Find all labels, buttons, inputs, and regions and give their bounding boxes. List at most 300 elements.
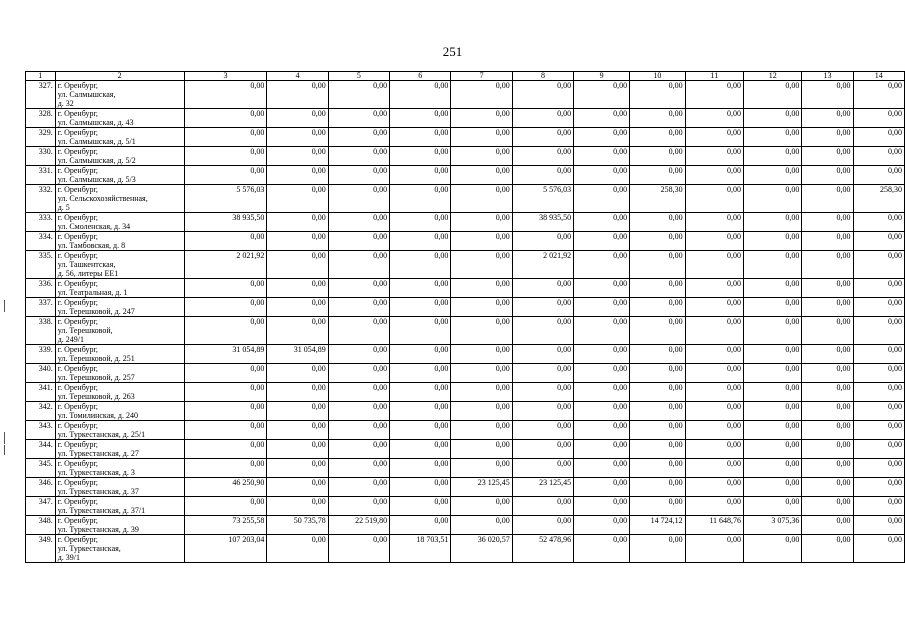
value-cell: 0,00: [802, 279, 853, 298]
value-cell: 0,00: [630, 535, 686, 563]
table-row: [26, 317, 905, 345]
row-number: 341.: [26, 383, 56, 402]
table-row: [26, 402, 905, 421]
value-cell: 0,00: [802, 147, 853, 166]
value-cell: 0,00: [267, 128, 328, 147]
value-cell: 0,00: [685, 383, 743, 402]
value-cell: 0,00: [451, 516, 512, 535]
value-cell: 0,00: [802, 383, 853, 402]
value-cell: 5 576,03: [184, 185, 267, 213]
value-cell: 0,00: [574, 317, 630, 345]
value-cell: 0,00: [744, 81, 802, 109]
value-cell: 0,00: [802, 185, 853, 213]
value-cell: 0,00: [802, 251, 853, 279]
value-cell: 3 075,36: [744, 516, 802, 535]
table-row: [26, 459, 905, 478]
value-cell: 0,00: [451, 317, 512, 345]
value-cell: 0,00: [685, 232, 743, 251]
value-cell: 0,00: [574, 232, 630, 251]
address-cell: г. Оренбург, ул. Ташкентская, д. 56, литеры ЕЕ1: [55, 251, 184, 279]
value-cell: 0,00: [744, 535, 802, 563]
value-cell: 258,30: [630, 185, 686, 213]
table-row: [26, 383, 905, 402]
value-cell: 0,00: [451, 251, 512, 279]
value-cell: 0,00: [685, 497, 743, 516]
value-cell: 0,00: [184, 147, 267, 166]
value-cell: 0,00: [267, 251, 328, 279]
value-cell: 0,00: [184, 383, 267, 402]
value-cell: 0,00: [574, 251, 630, 279]
value-cell: 0,00: [512, 317, 573, 345]
value-cell: 0,00: [267, 109, 328, 128]
value-cell: 0,00: [390, 166, 451, 185]
address-cell: г. Оренбург, ул. Туркестанская, д. 37/1: [55, 497, 184, 516]
value-cell: 50 735,78: [267, 516, 328, 535]
row-number: 328.: [26, 109, 56, 128]
value-cell: 0,00: [574, 421, 630, 440]
value-cell: 0,00: [853, 147, 904, 166]
address-cell: г. Оренбург, ул. Туркестанская, д. 27: [55, 440, 184, 459]
address-cell: г. Оренбург, ул. Туркестанская, д. 37: [55, 478, 184, 497]
address-cell: г. Оренбург, ул. Театральная, д. 1: [55, 279, 184, 298]
value-cell: 0,00: [267, 478, 328, 497]
address-cell: г. Оренбург, ул. Терешковой, д. 249/1: [55, 317, 184, 345]
value-cell: 0,00: [802, 402, 853, 421]
value-cell: 0,00: [451, 402, 512, 421]
value-cell: 38 935,50: [184, 213, 267, 232]
value-cell: 0,00: [451, 185, 512, 213]
address-cell: г. Оренбург, ул. Сельскохозяйственная, д. 5: [55, 185, 184, 213]
value-cell: 2 021,92: [184, 251, 267, 279]
value-cell: 0,00: [328, 478, 389, 497]
value-cell: 0,00: [574, 402, 630, 421]
value-cell: 52 478,96: [512, 535, 573, 563]
value-cell: 0,00: [630, 166, 686, 185]
address-cell: г. Оренбург, ул. Салмышская, д. 43: [55, 109, 184, 128]
value-cell: 23 125,45: [512, 478, 573, 497]
table-row: [26, 213, 905, 232]
value-cell: 0,00: [267, 497, 328, 516]
row-number: 329.: [26, 128, 56, 147]
address-cell: г. Оренбург, ул. Смоленская, д. 34: [55, 213, 184, 232]
value-cell: 0,00: [184, 440, 267, 459]
value-cell: 0,00: [184, 232, 267, 251]
value-cell: 0,00: [630, 497, 686, 516]
table-row: [26, 279, 905, 298]
value-cell: 0,00: [630, 478, 686, 497]
address-cell: г. Оренбург, ул. Салмышская, д. 5/2: [55, 147, 184, 166]
value-cell: 0,00: [630, 298, 686, 317]
value-cell: 0,00: [390, 364, 451, 383]
value-cell: 0,00: [328, 402, 389, 421]
value-cell: 0,00: [451, 109, 512, 128]
address-cell: г. Оренбург, ул. Терешковой, д. 251: [55, 345, 184, 364]
value-cell: 0,00: [574, 147, 630, 166]
value-cell: 0,00: [512, 166, 573, 185]
value-cell: 0,00: [390, 251, 451, 279]
value-cell: 0,00: [853, 516, 904, 535]
value-cell: 0,00: [267, 298, 328, 317]
address-cell: г. Оренбург, ул. Салмышская, д. 5/1: [55, 128, 184, 147]
value-cell: 0,00: [390, 478, 451, 497]
value-cell: 0,00: [853, 298, 904, 317]
value-cell: 0,00: [685, 213, 743, 232]
value-cell: 0,00: [512, 440, 573, 459]
address-cell: г. Оренбург, ул. Терешковой, д. 257: [55, 364, 184, 383]
value-cell: 0,00: [853, 383, 904, 402]
value-cell: 0,00: [574, 345, 630, 364]
row-number: 345.: [26, 459, 56, 478]
value-cell: 0,00: [630, 232, 686, 251]
value-cell: 0,00: [267, 402, 328, 421]
value-cell: 0,00: [574, 213, 630, 232]
value-cell: 0,00: [685, 478, 743, 497]
value-cell: 0,00: [328, 421, 389, 440]
value-cell: 0,00: [685, 421, 743, 440]
margin-mark: [4, 432, 5, 444]
value-cell: 0,00: [267, 364, 328, 383]
value-cell: 0,00: [853, 459, 904, 478]
table-row: [26, 81, 905, 109]
value-cell: 0,00: [802, 440, 853, 459]
value-cell: 0,00: [267, 383, 328, 402]
value-cell: 46 250,90: [184, 478, 267, 497]
row-number: 334.: [26, 232, 56, 251]
value-cell: 0,00: [574, 298, 630, 317]
value-cell: 0,00: [512, 459, 573, 478]
value-cell: 0,00: [328, 185, 389, 213]
value-cell: 0,00: [802, 364, 853, 383]
value-cell: 0,00: [184, 279, 267, 298]
value-cell: 0,00: [328, 279, 389, 298]
value-cell: 0,00: [574, 166, 630, 185]
value-cell: 0,00: [853, 317, 904, 345]
value-cell: 11 648,76: [685, 516, 743, 535]
column-header: 2: [55, 72, 184, 81]
value-cell: 0,00: [512, 364, 573, 383]
value-cell: 0,00: [390, 185, 451, 213]
table-row: [26, 421, 905, 440]
row-number: 343.: [26, 421, 56, 440]
value-cell: 0,00: [744, 317, 802, 345]
table-row: [26, 516, 905, 535]
column-header: 11: [685, 72, 743, 81]
value-cell: 0,00: [390, 147, 451, 166]
value-cell: 0,00: [451, 497, 512, 516]
value-cell: 0,00: [184, 364, 267, 383]
value-cell: 0,00: [328, 459, 389, 478]
row-number: 346.: [26, 478, 56, 497]
value-cell: 0,00: [512, 402, 573, 421]
value-cell: 0,00: [512, 81, 573, 109]
column-header: 13: [802, 72, 853, 81]
value-cell: 0,00: [574, 459, 630, 478]
value-cell: 0,00: [685, 298, 743, 317]
value-cell: 0,00: [512, 345, 573, 364]
value-cell: 0,00: [685, 109, 743, 128]
value-cell: 0,00: [685, 459, 743, 478]
value-cell: 0,00: [512, 421, 573, 440]
value-cell: 0,00: [267, 213, 328, 232]
value-cell: 0,00: [390, 109, 451, 128]
value-cell: 0,00: [744, 383, 802, 402]
value-cell: 0,00: [328, 383, 389, 402]
data-table: [25, 71, 905, 563]
value-cell: 0,00: [853, 213, 904, 232]
column-header: 10: [630, 72, 686, 81]
value-cell: 0,00: [744, 251, 802, 279]
value-cell: 0,00: [390, 81, 451, 109]
value-cell: 0,00: [451, 232, 512, 251]
value-cell: 0,00: [685, 185, 743, 213]
value-cell: 0,00: [184, 317, 267, 345]
address-cell: г. Оренбург, ул. Томилинская, д. 240: [55, 402, 184, 421]
value-cell: 0,00: [512, 497, 573, 516]
value-cell: 0,00: [512, 128, 573, 147]
value-cell: 0,00: [744, 279, 802, 298]
value-cell: 0,00: [512, 147, 573, 166]
value-cell: 31 054,89: [267, 345, 328, 364]
value-cell: 0,00: [184, 166, 267, 185]
value-cell: 0,00: [853, 364, 904, 383]
margin-mark: [4, 300, 5, 312]
row-number: 348.: [26, 516, 56, 535]
row-number: 333.: [26, 213, 56, 232]
value-cell: 0,00: [184, 459, 267, 478]
value-cell: 0,00: [685, 251, 743, 279]
value-cell: 0,00: [574, 279, 630, 298]
value-cell: 0,00: [512, 516, 573, 535]
value-cell: 0,00: [267, 232, 328, 251]
value-cell: 0,00: [744, 232, 802, 251]
value-cell: 0,00: [744, 109, 802, 128]
value-cell: 0,00: [630, 440, 686, 459]
value-cell: 0,00: [184, 81, 267, 109]
value-cell: 0,00: [184, 402, 267, 421]
value-cell: 0,00: [267, 166, 328, 185]
value-cell: 0,00: [267, 317, 328, 345]
value-cell: 0,00: [744, 497, 802, 516]
value-cell: 0,00: [184, 421, 267, 440]
value-cell: 0,00: [630, 383, 686, 402]
value-cell: 0,00: [328, 440, 389, 459]
row-number: 331.: [26, 166, 56, 185]
value-cell: 0,00: [451, 166, 512, 185]
value-cell: 0,00: [630, 109, 686, 128]
value-cell: 0,00: [685, 345, 743, 364]
address-cell: г. Оренбург, ул. Терешковой, д. 263: [55, 383, 184, 402]
value-cell: 0,00: [802, 478, 853, 497]
value-cell: 0,00: [451, 128, 512, 147]
value-cell: 0,00: [744, 185, 802, 213]
value-cell: 0,00: [451, 440, 512, 459]
value-cell: 0,00: [802, 109, 853, 128]
value-cell: 0,00: [390, 279, 451, 298]
value-cell: 0,00: [512, 298, 573, 317]
value-cell: 0,00: [744, 478, 802, 497]
column-header: 12: [744, 72, 802, 81]
row-number: 335.: [26, 251, 56, 279]
value-cell: 0,00: [328, 109, 389, 128]
value-cell: 0,00: [451, 383, 512, 402]
address-cell: г. Оренбург, ул. Туркестанская, д. 3: [55, 459, 184, 478]
value-cell: 0,00: [685, 166, 743, 185]
column-header: 14: [853, 72, 904, 81]
value-cell: 0,00: [390, 402, 451, 421]
value-cell: 0,00: [802, 535, 853, 563]
value-cell: 0,00: [630, 128, 686, 147]
value-cell: 0,00: [685, 81, 743, 109]
value-cell: 0,00: [853, 128, 904, 147]
value-cell: 73 255,58: [184, 516, 267, 535]
value-cell: 0,00: [744, 213, 802, 232]
value-cell: 0,00: [512, 109, 573, 128]
value-cell: 0,00: [685, 317, 743, 345]
value-cell: 0,00: [802, 166, 853, 185]
row-number: 337.: [26, 298, 56, 317]
value-cell: 0,00: [328, 166, 389, 185]
value-cell: 0,00: [328, 535, 389, 563]
value-cell: 0,00: [744, 364, 802, 383]
column-header: 7: [451, 72, 512, 81]
column-header: 5: [328, 72, 389, 81]
value-cell: 0,00: [685, 364, 743, 383]
value-cell: 0,00: [390, 232, 451, 251]
table-row: [26, 251, 905, 279]
value-cell: 0,00: [574, 497, 630, 516]
value-cell: 0,00: [853, 402, 904, 421]
value-cell: 0,00: [685, 440, 743, 459]
table-row: [26, 535, 905, 563]
value-cell: 0,00: [390, 298, 451, 317]
value-cell: 0,00: [328, 364, 389, 383]
table-row: [26, 185, 905, 213]
table-row: [26, 497, 905, 516]
value-cell: 0,00: [802, 317, 853, 345]
page-number: 251: [442, 44, 463, 59]
value-cell: 0,00: [574, 383, 630, 402]
value-cell: 0,00: [184, 128, 267, 147]
value-cell: 22 519,80: [328, 516, 389, 535]
value-cell: 0,00: [328, 345, 389, 364]
margin-mark: [4, 445, 5, 455]
value-cell: 0,00: [267, 459, 328, 478]
value-cell: 0,00: [512, 279, 573, 298]
value-cell: 0,00: [630, 345, 686, 364]
value-cell: 0,00: [802, 497, 853, 516]
value-cell: 0,00: [853, 109, 904, 128]
value-cell: 0,00: [802, 516, 853, 535]
address-cell: г. Оренбург, ул. Салмышская, д. 5/3: [55, 166, 184, 185]
value-cell: 0,00: [390, 516, 451, 535]
row-number: 340.: [26, 364, 56, 383]
value-cell: 0,00: [630, 317, 686, 345]
value-cell: 0,00: [328, 251, 389, 279]
column-header: 6: [390, 72, 451, 81]
value-cell: 0,00: [512, 232, 573, 251]
value-cell: 0,00: [574, 516, 630, 535]
value-cell: 0,00: [853, 345, 904, 364]
value-cell: 0,00: [390, 128, 451, 147]
value-cell: 0,00: [328, 317, 389, 345]
row-number: 338.: [26, 317, 56, 345]
value-cell: 0,00: [451, 459, 512, 478]
value-cell: 0,00: [630, 421, 686, 440]
value-cell: 0,00: [802, 459, 853, 478]
value-cell: 0,00: [853, 440, 904, 459]
value-cell: 0,00: [744, 459, 802, 478]
value-cell: 0,00: [451, 147, 512, 166]
address-cell: г. Оренбург, ул. Туркестанская, д. 25/1: [55, 421, 184, 440]
value-cell: 0,00: [574, 364, 630, 383]
value-cell: 18 703,51: [390, 535, 451, 563]
value-cell: 0,00: [451, 81, 512, 109]
address-cell: г. Оренбург, ул. Терешковой, д. 247: [55, 298, 184, 317]
value-cell: 0,00: [630, 81, 686, 109]
value-cell: 0,00: [853, 421, 904, 440]
value-cell: 0,00: [802, 81, 853, 109]
row-number: 330.: [26, 147, 56, 166]
value-cell: 0,00: [574, 185, 630, 213]
value-cell: 0,00: [574, 440, 630, 459]
value-cell: 0,00: [184, 109, 267, 128]
table-row: [26, 166, 905, 185]
value-cell: 0,00: [853, 279, 904, 298]
table-row: [26, 232, 905, 251]
value-cell: 0,00: [630, 147, 686, 166]
value-cell: 0,00: [744, 298, 802, 317]
value-cell: 0,00: [574, 109, 630, 128]
value-cell: 0,00: [328, 497, 389, 516]
row-number: 332.: [26, 185, 56, 213]
value-cell: 0,00: [630, 251, 686, 279]
value-cell: 0,00: [267, 147, 328, 166]
value-cell: 23 125,45: [451, 478, 512, 497]
value-cell: 0,00: [853, 535, 904, 563]
value-cell: 0,00: [853, 497, 904, 516]
value-cell: 0,00: [574, 535, 630, 563]
value-cell: 0,00: [630, 402, 686, 421]
value-cell: 2 021,92: [512, 251, 573, 279]
value-cell: 0,00: [744, 166, 802, 185]
value-cell: 0,00: [685, 147, 743, 166]
value-cell: 0,00: [328, 298, 389, 317]
table-row: [26, 298, 905, 317]
header-row: [26, 72, 905, 81]
row-number: 342.: [26, 402, 56, 421]
value-cell: 0,00: [267, 440, 328, 459]
value-cell: 0,00: [853, 81, 904, 109]
value-cell: 0,00: [328, 147, 389, 166]
table-row: [26, 478, 905, 497]
column-header: 8: [512, 72, 573, 81]
value-cell: 0,00: [328, 81, 389, 109]
value-cell: 0,00: [574, 81, 630, 109]
value-cell: 0,00: [390, 345, 451, 364]
value-cell: 0,00: [390, 317, 451, 345]
column-header: 4: [267, 72, 328, 81]
table-row: [26, 128, 905, 147]
address-cell: г. Оренбург, ул. Салмышская, д. 32: [55, 81, 184, 109]
value-cell: 0,00: [267, 81, 328, 109]
value-cell: 0,00: [744, 147, 802, 166]
value-cell: 0,00: [574, 128, 630, 147]
value-cell: 0,00: [802, 232, 853, 251]
table-row: [26, 109, 905, 128]
value-cell: 0,00: [390, 497, 451, 516]
value-cell: 0,00: [744, 402, 802, 421]
value-cell: 0,00: [853, 251, 904, 279]
